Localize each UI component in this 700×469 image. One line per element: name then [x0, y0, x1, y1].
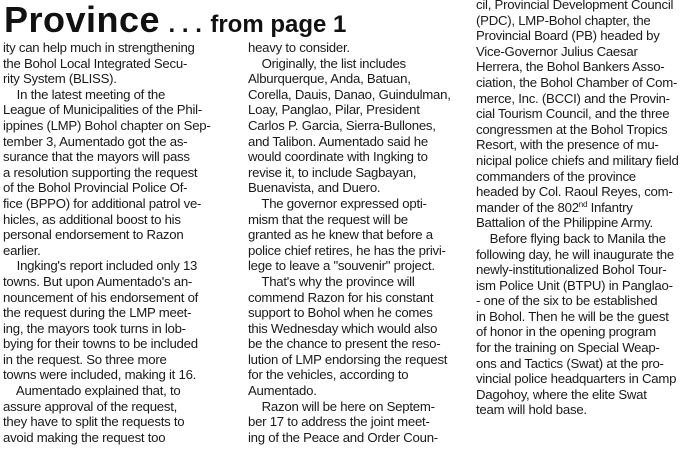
text-line: the Bohol Local Integrated Secu- — [3, 55, 188, 71]
text-line: heavy to consider. — [248, 40, 350, 55]
text-line: commanders of the province — [476, 168, 636, 184]
text-line: in Bohol. Then he will be the guest — [476, 308, 669, 324]
text-line: following day, he will inaugurate the — [476, 246, 674, 262]
text-line: a resolution supporting the request — [3, 164, 198, 180]
text-line: ing of the Peace and Order Coun- — [248, 429, 438, 445]
text-line: support to Bohol when he comes — [248, 305, 433, 321]
text-line: would coordinate with Ingking to — [248, 149, 428, 165]
text-line: Before flying back to Manila the — [476, 230, 666, 246]
text-line: towns were included, making it 16. — [3, 367, 197, 383]
text-line: avoid making the request too — [3, 429, 166, 445]
article-column-3 — [476, 0, 698, 418]
text-line: Provincial Board (PB) headed by — [476, 28, 660, 44]
text-line: tember 3, Aumentado got the as- — [3, 133, 188, 149]
text-line: That's why the province will — [248, 273, 415, 289]
text-line: towns. But upon Aumentado's an- — [3, 273, 193, 289]
text-line: Carlos P. Garcia, Sierra-Bullones, — [248, 117, 436, 133]
text-line: Battalion of the Philippine Army. — [476, 215, 653, 231]
text-line: fice (BPPO) for additional patrol ve- — [3, 195, 202, 211]
text-line: ing, the mayors took turns in lob- — [3, 320, 186, 336]
text-line: the request during the LMP meet- — [3, 305, 192, 321]
article-column-2 — [248, 40, 470, 445]
text-line: lege to leave a "souvenir" project. — [248, 258, 435, 274]
text-line: lution of LMP endorsing the request — [248, 351, 448, 367]
text-line: headed by Col. Raoul Reyes, com- — [476, 184, 673, 200]
text-line: they have to split the requests to — [3, 414, 185, 430]
text-line: ippines (LMP) Bohol chapter on Sep- — [3, 117, 211, 133]
text-line: granted as he knew that before a — [248, 227, 433, 243]
text-line: be the chance to present the reso- — [248, 336, 441, 352]
text-line: cil, Provincial Development Council — [476, 0, 674, 12]
text-line: ity can help much in strengthening — [3, 40, 195, 55]
text-line: mism that the request will be — [248, 211, 408, 227]
article-column-1 — [3, 40, 239, 445]
text-line: Buenavista, and Duero. — [248, 180, 381, 196]
text-line: for the training on Special Weap- — [476, 340, 660, 356]
text-line: assure approval of the request, — [3, 398, 178, 414]
text-line: revise it, to include Sagbayan, — [248, 164, 417, 180]
text-line: team will hold base. — [476, 402, 587, 418]
text-line: nouncement of his endorsement of — [3, 289, 199, 305]
text-line: earlier. — [3, 242, 41, 258]
text-line: Vice-Governor Julius Caesar — [476, 43, 638, 59]
text-line: cial Tourism Council, and the three — [476, 106, 670, 122]
text-line: Dagohoy, where the elite Swat — [476, 386, 647, 402]
text-line: Resort, with the presence of mu- — [476, 137, 659, 153]
text-line: for the vehicles, according to — [248, 367, 409, 383]
text-line: ism Police Unit (BTPU) in Panglao- — [476, 277, 673, 293]
text-line: hicles, as additional boost to his — [3, 211, 181, 227]
text-line: in the request. So three more — [3, 351, 167, 367]
text-line: ber 17 to address the joint meet- — [248, 414, 430, 430]
text-line: police chief retires, he has the privi- — [248, 242, 446, 258]
headline-dots: . . . — [168, 11, 202, 38]
text-line: of the Bohol Provincial Police Of- — [3, 180, 188, 196]
text-line: The governor expressed opti- — [248, 195, 427, 211]
text-line: mander of the 802nd Infantry — [476, 199, 633, 215]
text-line: Originally, the list includes — [248, 55, 406, 71]
text-line: In the latest meeting of the — [3, 86, 166, 102]
text-line: (PDC), LMP-Bohol chapter, the — [476, 12, 651, 28]
text-line: Herrera, the Bohol Bankers Asso- — [476, 59, 665, 75]
headline-subtitle: from page 1 — [210, 11, 347, 38]
text-line: ciation, the Bohol Chamber of Com- — [476, 74, 678, 90]
text-line: of honor in the opening program — [476, 324, 656, 340]
headline — [4, 0, 474, 40]
text-line: congressmen at the Bohol Tropics — [476, 121, 668, 137]
text-line: Corella, Dauis, Danao, Guindulman, — [248, 86, 451, 102]
text-line: commend Razon for his constant — [248, 289, 434, 305]
text-line: Razon will be here on Septem- — [248, 398, 435, 414]
text-line: this Wednesday which would also — [248, 320, 438, 336]
text-line: Ingking's report included only 13 — [3, 258, 198, 274]
text-line: rity System (BLISS). — [3, 71, 117, 87]
text-line: merce, Inc. (BCCI) and the Provin- — [476, 90, 670, 106]
text-line: League of Municipalities of the Phil- — [3, 102, 202, 118]
headline-title: Province — [4, 0, 161, 40]
text-line: nicipal police chiefs and military field — [476, 152, 679, 168]
text-line: Aumentado. — [248, 383, 317, 399]
text-line: ons and Tactics (Swat) at the pro- — [476, 355, 664, 371]
text-line: newly-institutionalized Bohol Tour- — [476, 262, 667, 278]
text-line: Aumentado explained that, to — [3, 383, 181, 399]
text-line: vincial police headquarters in Camp — [476, 371, 677, 387]
text-line: - one of the six to be established — [476, 293, 658, 309]
text-line: personal endorsement to Razon — [3, 227, 184, 243]
text-line: bying for their towns to be included — [3, 336, 198, 352]
text-line: Alburquerque, Anda, Batuan, — [248, 71, 411, 87]
text-line: Loay, Panglao, Pilar, President — [248, 102, 420, 118]
text-line: and Talibon. Aumentado said he — [248, 133, 428, 149]
text-line: surance that the mayors will pass — [3, 149, 190, 165]
